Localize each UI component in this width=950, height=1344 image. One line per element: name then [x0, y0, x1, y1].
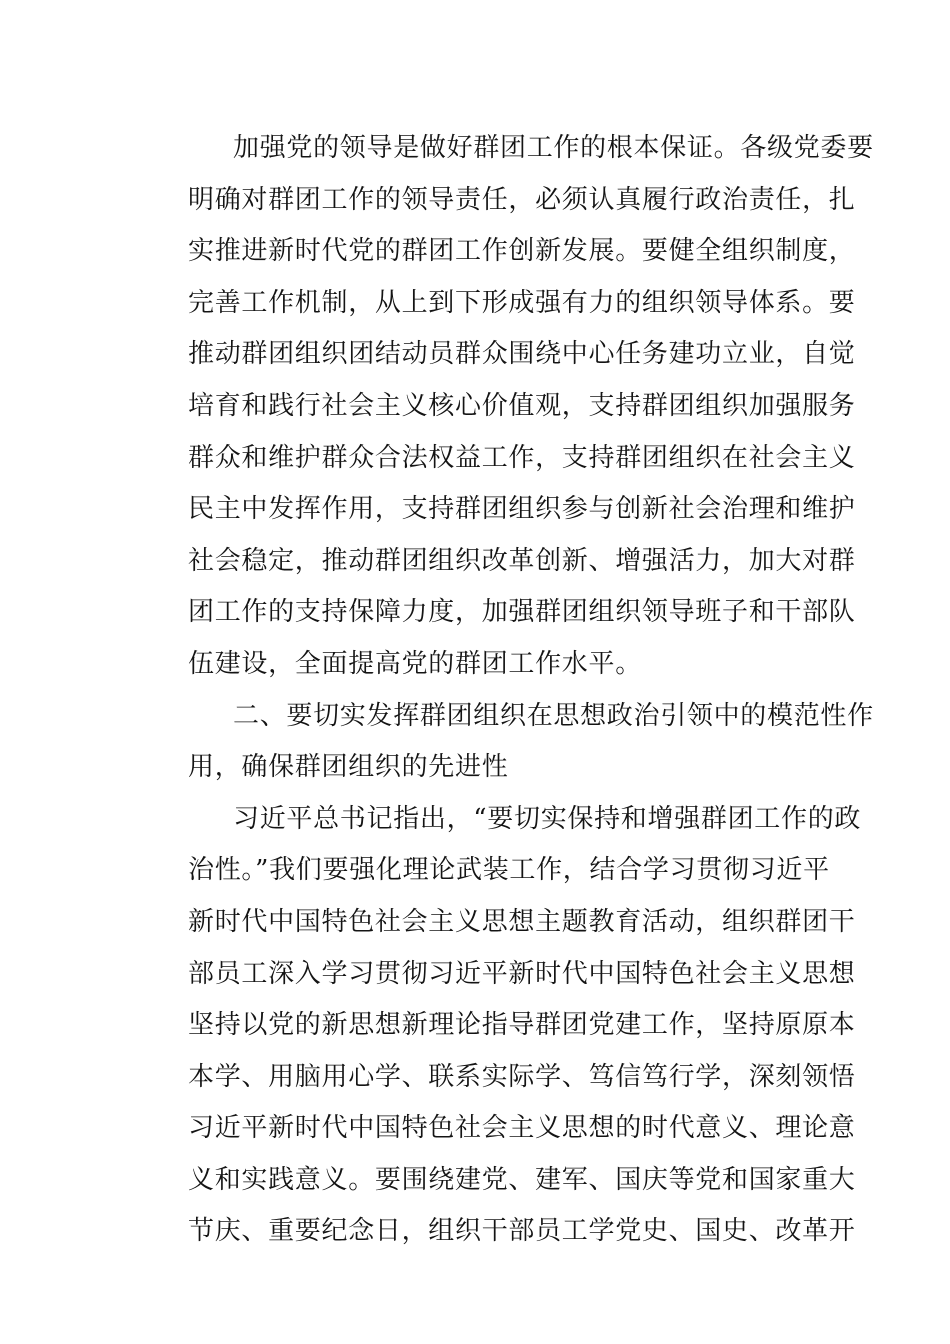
section-heading-two	[143, 691, 874, 794]
text-line: 完善工作机制，从上到下形成强有力的组织领导体系。要	[188, 287, 856, 318]
heading-line: 二、要切实发挥群团组织在思想政治引领中的模范性作	[233, 700, 874, 731]
text-line: 习近平总书记指出，“要切实保持和增强群团工作的政	[233, 803, 862, 834]
text-line: 坚持以党的新思想新理论指导群团党建工作，坚持原原本	[188, 1010, 856, 1041]
paragraph-party-leadership	[143, 123, 874, 691]
text-line: 义和实践意义。要围绕建党、建军、国庆等党和国家重大	[188, 1164, 856, 1195]
text-line: 治性。”我们要强化理论武装工作，结合学习贯彻习近平	[188, 855, 830, 886]
text-line: 部员工深入学习贯彻习近平新时代中国特色社会主义思想	[188, 958, 856, 989]
text-line: 伍建设，全面提高党的群团工作水平。	[188, 648, 642, 679]
text-line: 节庆、重要纪念日，组织干部员工学党史、国史、改革开	[188, 1216, 856, 1247]
text-line: 民主中发挥作用，支持群团组织参与创新社会治理和维护	[188, 494, 856, 525]
paragraph-political-guidance	[143, 794, 862, 1258]
text-line: 实推进新时代党的群团工作创新发展。要健全组织制度，	[188, 236, 856, 267]
text-line: 推动群团组织团结动员群众围绕中心任务建功立业，自觉	[188, 339, 856, 370]
text-line: 社会稳定，推动群团组织改革创新、增强活力，加大对群	[188, 545, 856, 576]
text-line: 团工作的支持保障力度，加强群团组织领导班子和干部队	[188, 597, 856, 628]
heading-line: 用，确保群团组织的先进性	[188, 752, 509, 783]
text-line: 加强党的领导是做好群团工作的根本保证。各级党委要	[233, 133, 874, 163]
text-line: 新时代中国特色社会主义思想主题教育活动，组织群团干	[188, 906, 856, 937]
text-line: 培育和践行社会主义核心价值观，支持群团组织加强服务	[188, 390, 856, 421]
text-line: 习近平新时代中国特色社会主义思想的时代意义、理论意	[188, 1113, 856, 1144]
text-line: 群众和维护群众合法权益工作，支持群团组织在社会主义	[188, 442, 856, 473]
text-line: 本学、用脑用心学、联系实际学、笃信笃行学，深刻领悟	[188, 1061, 856, 1092]
text-line: 明确对群团工作的领导责任，必须认真履行政治责任，扎	[188, 184, 856, 215]
document-body	[143, 123, 874, 1258]
